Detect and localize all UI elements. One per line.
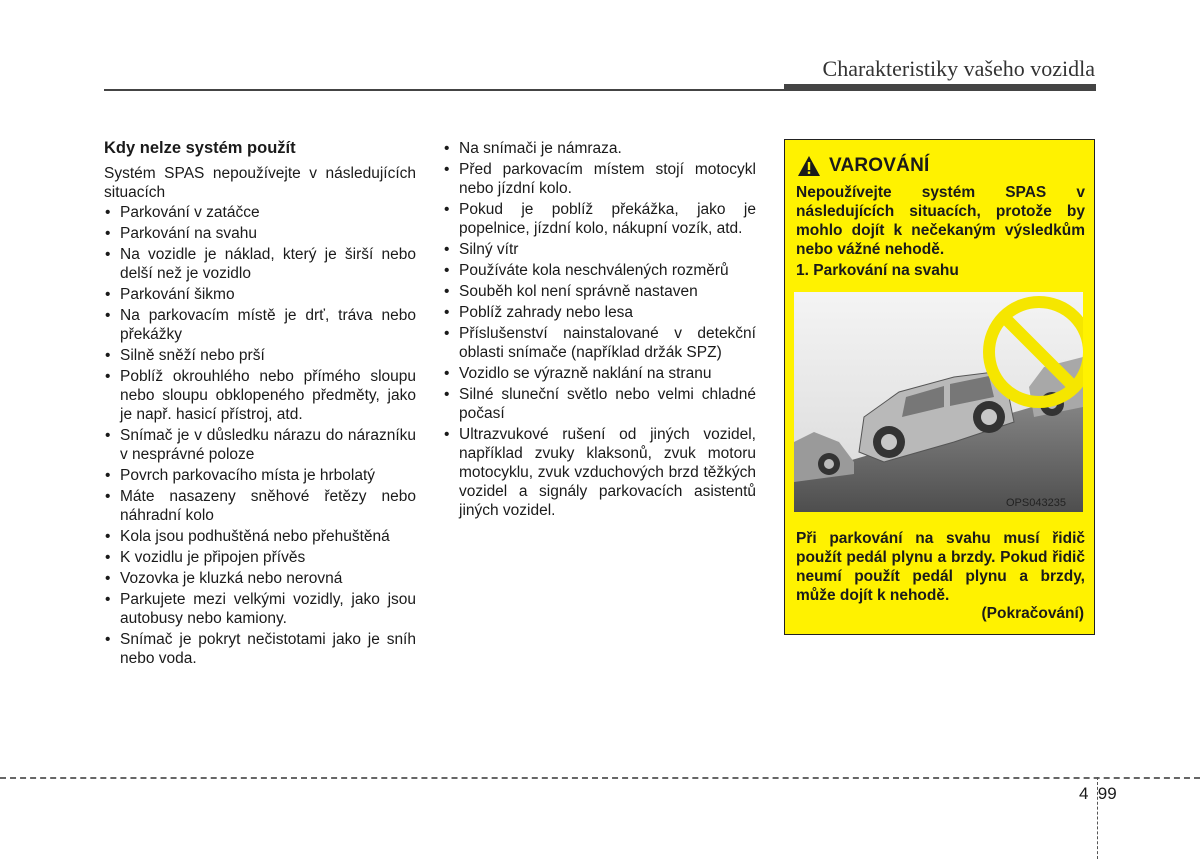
bullet-icon: • xyxy=(444,365,450,382)
list-item xyxy=(104,487,416,525)
bullet-icon: • xyxy=(105,488,111,505)
list-item-text: Parkujete mezi velkými vozidly, jako jsou autobusy nebo kamiony. xyxy=(120,591,416,627)
list-item-text: Před parkovacím místem stojí motocykl nebo jízdní kolo. xyxy=(459,161,756,197)
list-item xyxy=(443,385,756,423)
bullet-icon: • xyxy=(444,325,450,342)
list-item-text: Snímač je pokryt nečistotami jako je sníh nebo voda. xyxy=(120,631,416,667)
bullet-icon: • xyxy=(105,467,111,484)
list-item xyxy=(443,139,756,158)
list-item-text: Silně sněží nebo prší xyxy=(120,347,265,364)
bullet-icon: • xyxy=(105,204,111,221)
list-item xyxy=(104,224,416,243)
header-rule-accent xyxy=(784,84,1096,90)
list-item-text: Parkování šikmo xyxy=(120,286,235,303)
list-item xyxy=(104,569,416,588)
list-item xyxy=(443,160,756,198)
list-item-text: Silné sluneční světlo nebo velmi chladné počasí xyxy=(459,386,756,422)
slope-parking-illustration xyxy=(794,292,1083,512)
list-item xyxy=(104,306,416,344)
bullet-icon: • xyxy=(444,386,450,403)
bullet-icon: • xyxy=(444,262,450,279)
bullet-icon: • xyxy=(105,591,111,608)
list-item-text: Na snímači je námraza. xyxy=(459,140,622,157)
list-item xyxy=(104,367,416,424)
list-item xyxy=(104,548,416,567)
list-item xyxy=(443,364,756,383)
list-item xyxy=(443,425,756,520)
list-item-text: Vozidlo se výrazně naklání na stranu xyxy=(459,365,712,382)
list-item-text: Poblíž okrouhlého nebo přímého sloupu nebo sloupu obklopeného předměty, jako je např. hasicí přístroj, atd. xyxy=(120,368,416,423)
list-item-text: Používáte kola neschválených rozměrů xyxy=(459,262,729,279)
warning-intro: Nepoužívejte systém SPAS v následujících situacích, protože by mohlo dojít k nečekaným výsledkům nebo vážné nehodě. xyxy=(796,184,1085,258)
list-item-text: K vozidlu je připojen přívěs xyxy=(120,549,306,566)
bullet-icon: • xyxy=(105,307,111,324)
list-item xyxy=(104,203,416,222)
continued-label: (Pokračování) xyxy=(981,605,1084,622)
page-header-title: Charakteristiky vašeho vozidla xyxy=(822,56,1095,81)
list-item xyxy=(443,240,756,259)
list-item xyxy=(443,282,756,301)
warning-box xyxy=(784,139,1095,635)
warning-triangle-icon xyxy=(797,155,821,177)
list-item-text: Poblíž zahrady nebo lesa xyxy=(459,304,634,321)
bullet-icon: • xyxy=(444,140,450,157)
bullet-icon: • xyxy=(105,549,111,566)
list-item xyxy=(104,285,416,304)
bullet-icon: • xyxy=(105,631,111,648)
list-item xyxy=(104,466,416,485)
bullet-icon: • xyxy=(444,161,450,178)
bullet-icon: • xyxy=(105,528,111,545)
list-item-text: Snímač je v důsledku nárazu do nárazníku v nesprávné poloze xyxy=(120,427,416,463)
list-item-text: Parkování v zatáčce xyxy=(120,204,260,221)
warning-note: Při parkování na svahu musí řidič použít pedál plynu a brzdy. Pokud řidič neumí použít pedál plynu a brzdy, může dojít k nehodě. xyxy=(796,530,1085,604)
bullet-icon: • xyxy=(105,246,111,263)
list-item xyxy=(104,527,416,546)
left-column xyxy=(104,139,416,670)
list-item-text: Souběh kol není správně nastaven xyxy=(459,283,698,300)
bullet-icon: • xyxy=(105,427,111,444)
list-item-text: Ultrazvukové rušení od jiných vozidel, například zvuky klaksonů, zvuk motoru motocyklu, zvuk vzduchových brzd těžkých vozidel a signály parkovacích asistentů jiných vozidel. xyxy=(459,426,756,519)
list-item-text: Na parkovacím místě je drť, tráva nebo překážky xyxy=(120,307,416,343)
list-item-text: Na vozidle je náklad, který je širší nebo delší než je vozidlo xyxy=(120,246,416,282)
warning-subheading: 1. Parkování na svahu xyxy=(796,262,959,279)
page-number xyxy=(1079,784,1117,804)
list-item xyxy=(443,324,756,362)
list-item-text: Povrch parkovacího místa je hrbolatý xyxy=(120,467,376,484)
footer-rule xyxy=(0,777,1200,779)
bullet-icon: • xyxy=(105,570,111,587)
list-item xyxy=(104,346,416,365)
list-item-text: Příslušenství nainstalované v detekční oblasti snímače (například držák SPZ) xyxy=(459,325,756,361)
bullet-icon: • xyxy=(444,283,450,300)
bullet-icon: • xyxy=(105,225,111,242)
bullet-icon: • xyxy=(105,286,111,303)
middle-column xyxy=(443,139,756,522)
list-item-text: Silný vítr xyxy=(459,241,519,258)
page-num: 99 xyxy=(1097,784,1117,803)
warning-header xyxy=(797,155,929,177)
list-item xyxy=(443,303,756,322)
list-item xyxy=(104,245,416,283)
image-code: OPS043235 xyxy=(1006,497,1066,509)
intro-text: Systém SPAS nepoužívejte v následujících situacích xyxy=(104,165,416,201)
bullet-icon: • xyxy=(444,304,450,321)
list-item-text: Vozovka je kluzká nebo nerovná xyxy=(120,570,343,587)
list-item xyxy=(104,590,416,628)
situation-list-continued xyxy=(443,139,756,520)
bullet-icon: • xyxy=(444,201,450,218)
warning-title: VAROVÁNÍ xyxy=(829,155,930,176)
bullet-icon: • xyxy=(444,241,450,258)
chapter-number: 4 xyxy=(1079,784,1089,803)
bullet-icon: • xyxy=(105,368,111,385)
list-item xyxy=(104,630,416,668)
list-item xyxy=(104,426,416,464)
list-item xyxy=(443,261,756,280)
list-item-text: Pokud je poblíž překážka, jako je popelnice, jízdní kolo, nákupní vozík, atd. xyxy=(459,201,756,237)
list-item-text: Máte nasazeny sněhové řetězy nebo náhradní kolo xyxy=(120,488,416,524)
slope-parking-image xyxy=(794,292,1083,512)
section-heading: Kdy nelze systém použít xyxy=(104,139,296,157)
list-item xyxy=(443,200,756,238)
list-item-text: Parkování na svahu xyxy=(120,225,258,242)
situation-list xyxy=(104,203,416,668)
bullet-icon: • xyxy=(105,347,111,364)
bullet-icon: • xyxy=(444,426,450,443)
list-item-text: Kola jsou podhuštěná nebo přehuštěná xyxy=(120,528,390,545)
